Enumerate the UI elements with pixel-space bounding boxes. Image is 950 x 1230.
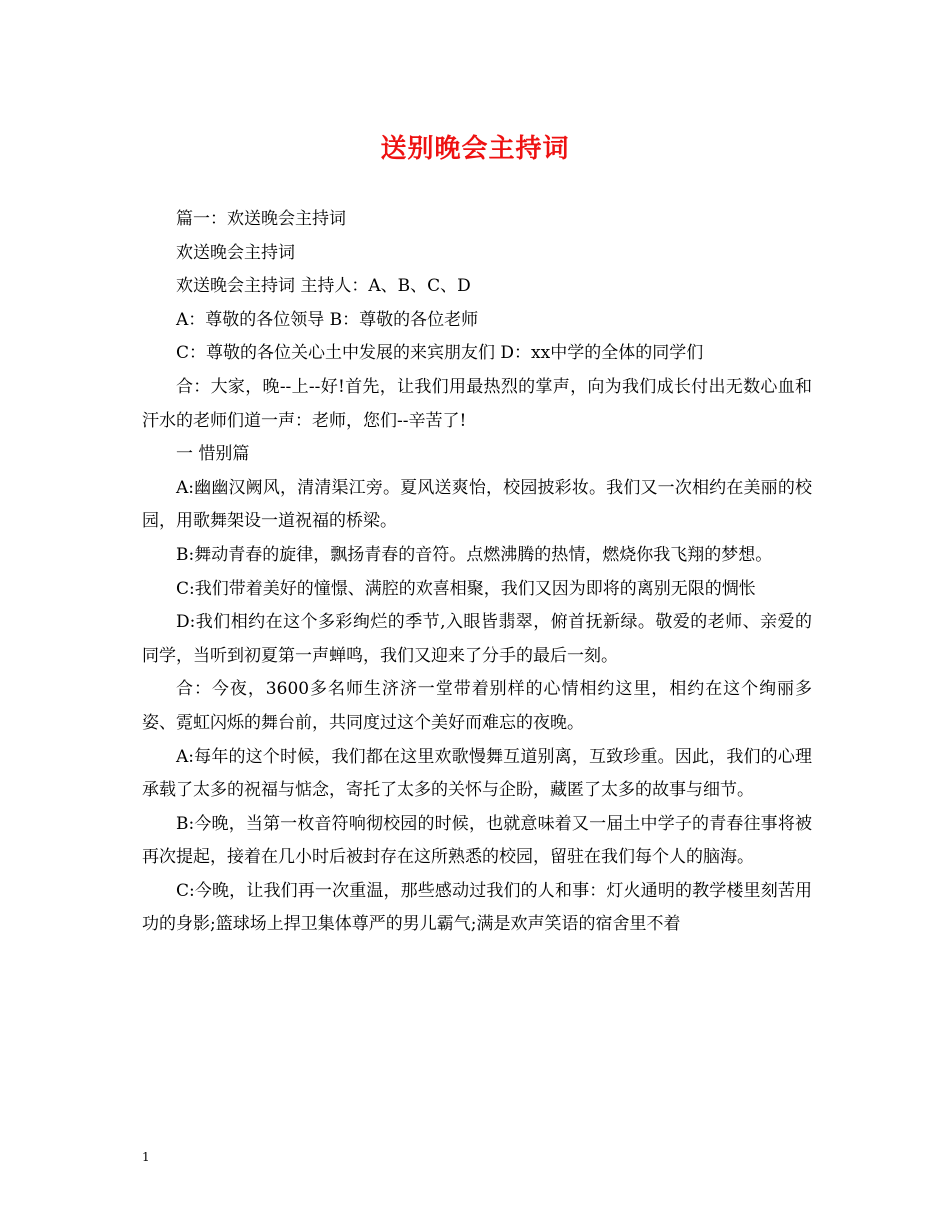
paragraph-3: 欢送晚会主持词 主持人：A、B、C、D <box>176 276 471 297</box>
paragraph-11: D:我们相约在这个多彩绚烂的季节,入眼皆翡翠，俯首抚新绿。敬爱的老师、亲爱的同学，当听到初夏第一声蝉鸣，我们又迎来了分手的最后一刻。 <box>142 612 812 666</box>
paragraph-1: 篇一：欢送晚会主持词 <box>176 209 346 229</box>
paragraph-15: C:今晚，让我们再一次重温，那些感动过我们的人和事：灯火通明的教学楼里刻苦用功的身影;篮球场上捍卫集体尊严的男儿霸气;满是欢声笑语的宿舍里不着 <box>142 880 812 935</box>
paragraph-7: 一 惜别篇 <box>176 444 250 465</box>
document-body <box>142 203 812 942</box>
paragraph-13: A:每年的这个时候，我们都在这里欢歌慢舞互道别离，互致珍重。因此，我们的心理承载了太多的祝福与惦念，寄托了太多的关怀与企盼，藏匿了太多的故事与细节。 <box>142 746 812 801</box>
paragraph-4: A：尊敬的各位领导 B：尊敬的各位老师 <box>176 309 479 330</box>
paragraph-2: 欢送晚会主持词 <box>176 242 295 263</box>
document-title: 送别晚会主持词 <box>380 134 570 164</box>
paragraph-8: A:幽幽汉阙风，清清渠江旁。夏风送爽怡，校园披彩妆。我们又一次相约在美丽的校园，用歌舞架设一道祝福的桥梁。 <box>142 477 812 532</box>
paragraph-14: B:今晚，当第一枚音符响彻校园的时候，也就意味着又一届土中学子的青春往事将被再次提起，接着在几小时后被封存在这所熟悉的校园，留驻在我们每个人的脑海。 <box>142 813 812 868</box>
paragraph-5: C：尊敬的各位关心土中发展的来宾朋友们 D：xx中学的全体的同学们 <box>176 343 704 364</box>
paragraph-6: 合：大家，晚--上--好!首先，让我们用最热烈的掌声，向为我们成长付出无数心血和汗水的老师们道一声：老师，您们--辛苦了! <box>142 376 812 431</box>
page-number: 1 <box>142 1150 150 1164</box>
paragraph-10: C:我们带着美好的憧憬、满腔的欢喜相聚，我们又因为即将的离别无限的惆怅 <box>176 578 756 599</box>
paragraph-9: B:舞动青春的旋律，飘扬青春的音符。点燃沸腾的热情，燃烧你我飞翔的梦想。 <box>176 544 773 565</box>
paragraph-12: 合：今夜，3600多名师生济济一堂带着别样的心情相约这里，相约在这个绚丽多姿、霓虹闪烁的舞台前，共同度过这个美好而难忘的夜晚。 <box>142 679 812 733</box>
